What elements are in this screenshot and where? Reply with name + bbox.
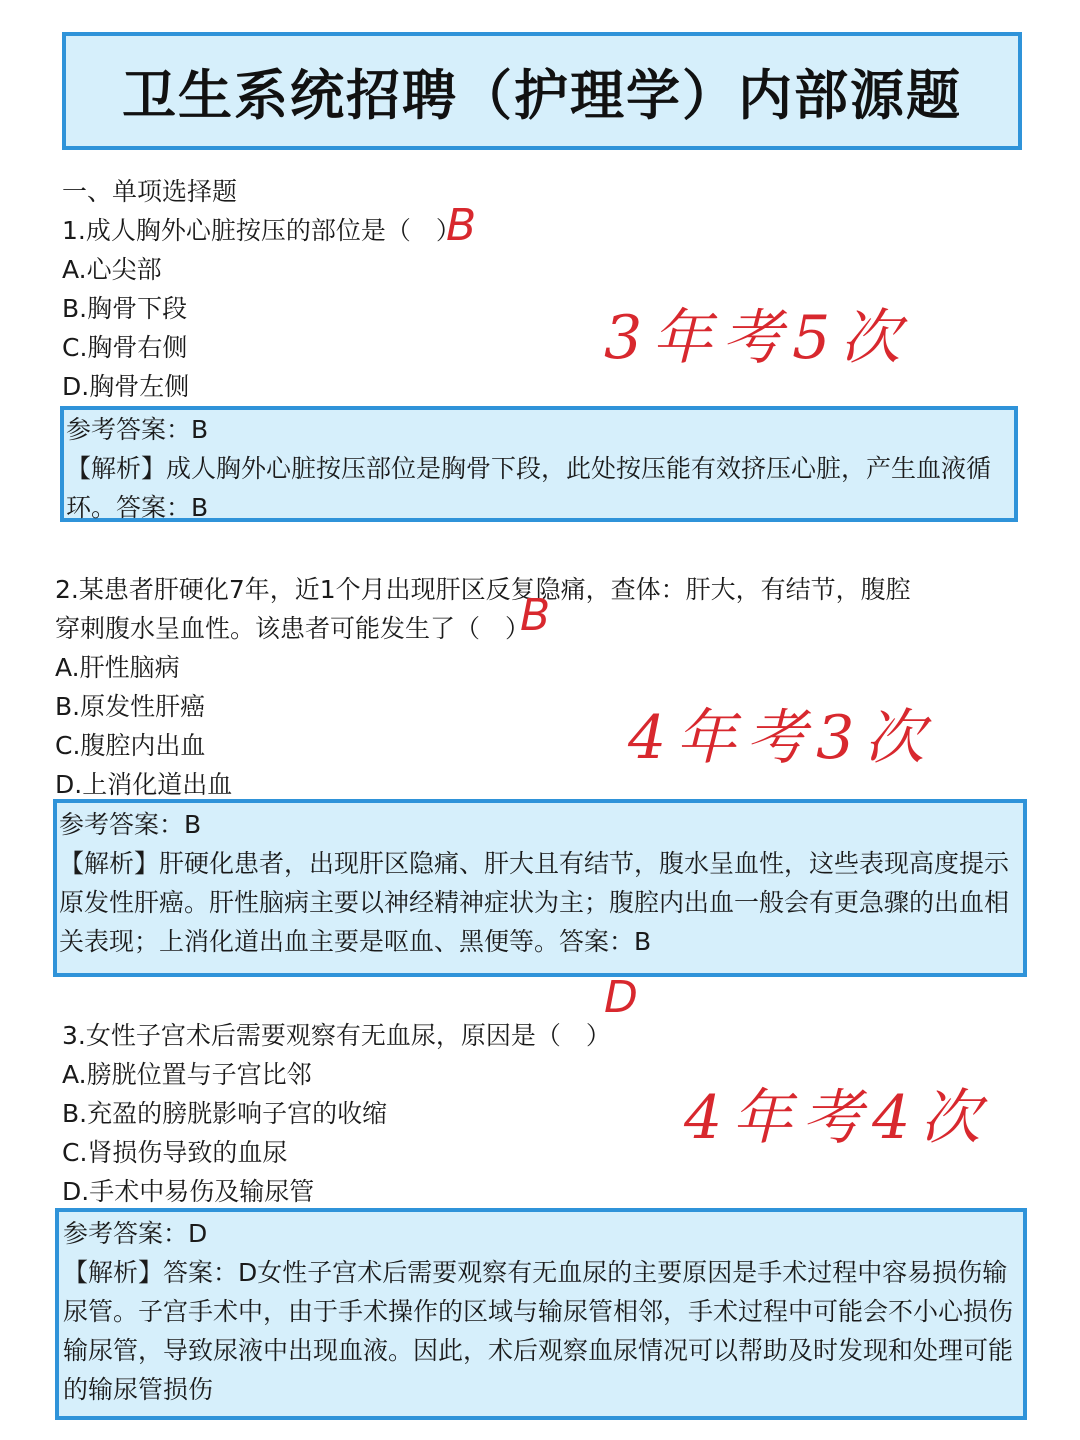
question-3-option-d: D.手术中易伤及输尿管 — [62, 1177, 315, 1206]
question-2-option-d: D.上消化道出血 — [55, 770, 233, 799]
question-1-stem: 1.成人胸外心脏按压的部位是（ ） — [62, 216, 461, 245]
question-2-option-c: C.腹腔内出血 — [55, 731, 206, 760]
question-1-answer: 参考答案：B — [66, 415, 209, 444]
question-2-stem-line-1: 2.某患者肝硬化7年，近1个月出现肝区反复隐痛，查体：肝大，有结节，腹腔 — [55, 575, 911, 604]
question-3-answer: 参考答案：D — [63, 1219, 208, 1248]
question-3-handwritten-answer: D — [604, 972, 638, 1023]
question-1-option-b: B.胸骨下段 — [62, 294, 188, 323]
question-1-answer-box — [60, 406, 1018, 522]
question-3-handwritten-note: 4年考4次 — [684, 1083, 991, 1153]
question-1-handwritten-note: 3年考5次 — [604, 303, 911, 373]
question-1-option-a: A.心尖部 — [62, 255, 162, 284]
section-heading: 一、单项选择题 — [62, 177, 238, 206]
question-1-handwritten-answer: B — [446, 200, 477, 251]
question-2-answer-box — [53, 799, 1027, 977]
question-2-answer: 参考答案：B — [59, 810, 202, 839]
question-3-option-b: B.充盈的膀胱影响子宫的收缩 — [62, 1099, 388, 1128]
question-3-option-c: C.肾损伤导致的血尿 — [62, 1138, 288, 1167]
page-title: 卫生系统招聘（护理学）内部源题 — [122, 63, 962, 127]
question-2-explanation: 【解析】肝硬化患者，出现肝区隐痛、肝大且有结节，腹水呈血性，这些表现高度提示原发性肝癌。肝性脑病主要以神经精神症状为主；腹腔内出血一般会有更急骤的出血相关表现；上消化道出血主要是呕血、黑便等。答案：B — [59, 849, 1010, 956]
question-2-option-b: B.原发性肝癌 — [55, 692, 206, 721]
question-1-explanation: 【解析】成人胸外心脏按压部位是胸骨下段，此处按压能有效挤压心脏，产生血液循环。答案：B — [66, 454, 992, 522]
question-2-stem-line-2: 穿刺腹水呈血性。该患者可能发生了（ ） — [55, 614, 531, 643]
question-2-handwritten-answer: B — [520, 590, 551, 641]
question-3-stem: 3.女性子宫术后需要观察有无血尿，原因是（ ） — [62, 1021, 611, 1050]
question-3-explanation: 【解析】答案：D女性子宫术后需要观察有无血尿的主要原因是手术过程中容易损伤输尿管。子宫手术中，由于手术操作的区域与输尿管相邻，手术过程中可能会不小心损伤输尿管，导致尿液中出现血液。因此，术后观察血尿情况可以帮助及时发现和处理可能的输尿管损伤 — [63, 1258, 1014, 1404]
question-3-option-a: A.膀胱位置与子宫比邻 — [62, 1060, 312, 1089]
question-3-answer-box — [55, 1208, 1027, 1420]
question-2-handwritten-note: 4年考3次 — [628, 703, 935, 773]
question-1-option-c: C.胸骨右侧 — [62, 333, 188, 362]
question-2-option-a: A.肝性脑病 — [55, 653, 180, 682]
title-banner — [62, 32, 1022, 150]
question-1-option-d: D.胸骨左侧 — [62, 372, 190, 401]
